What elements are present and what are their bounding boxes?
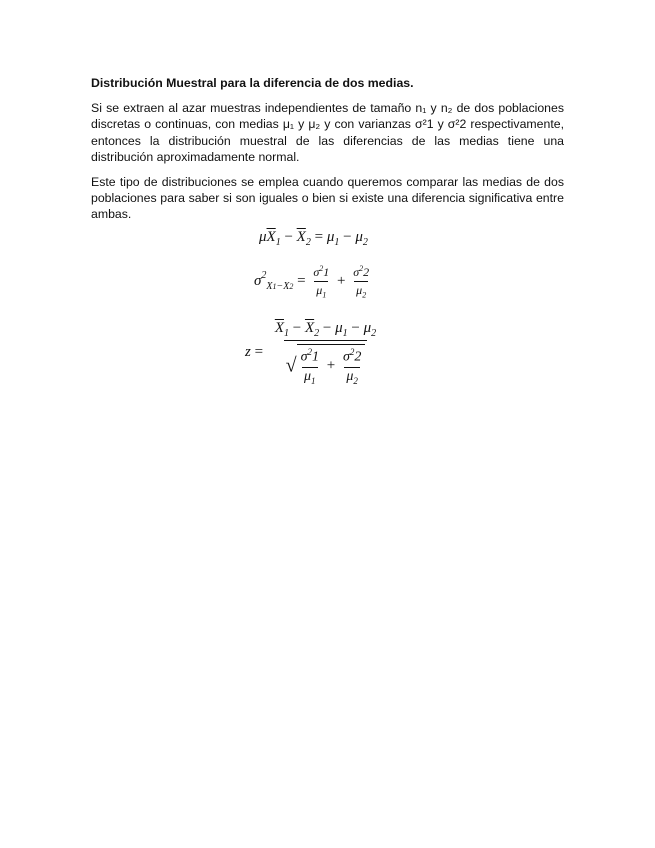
paragraph-intro: Si se extraen al azar muestras independientes de tamaño n₁ y n₂ de dos poblaciones discretas o continuas, con medias μ₁ y μ₂ y con varianzas σ²1 y σ²2 respectivamente, entonces la distribución muestral de las diferencias de las medias tiene una distribución aproximadamente normal. [91,101,564,165]
section-title: Distribución Muestral para la diferencia de dos medias. [91,76,414,90]
paragraph-purpose: Este tipo de distribuciones se emplea cuando queremos comparar las medias de dos poblaciones para saber si son iguales o bien si existe una diferencia significativa entre ambas. [91,174,564,222]
equation-mean-difference: $\mu\overline{X}_1 - \overline{X}_2 = \mu_1 - \mu_2$ [259,229,368,248]
equation-z-score: z = $\overline{X}_1 - \overline{X}_2 - \mu_1 - \mu_2$ √ $\frac{\sigma^21}{\mu_1}$ + $\frac{\sigma^22}{\mu_2}$ [245,320,377,386]
equation-variance-difference: $\sigma^2_{X1-X2}$ = $\frac{\sigma^21}{\mu_1}$ + $\frac{\sigma^22}{\mu_2}$ [254,264,370,300]
document-body [91,76,564,231]
